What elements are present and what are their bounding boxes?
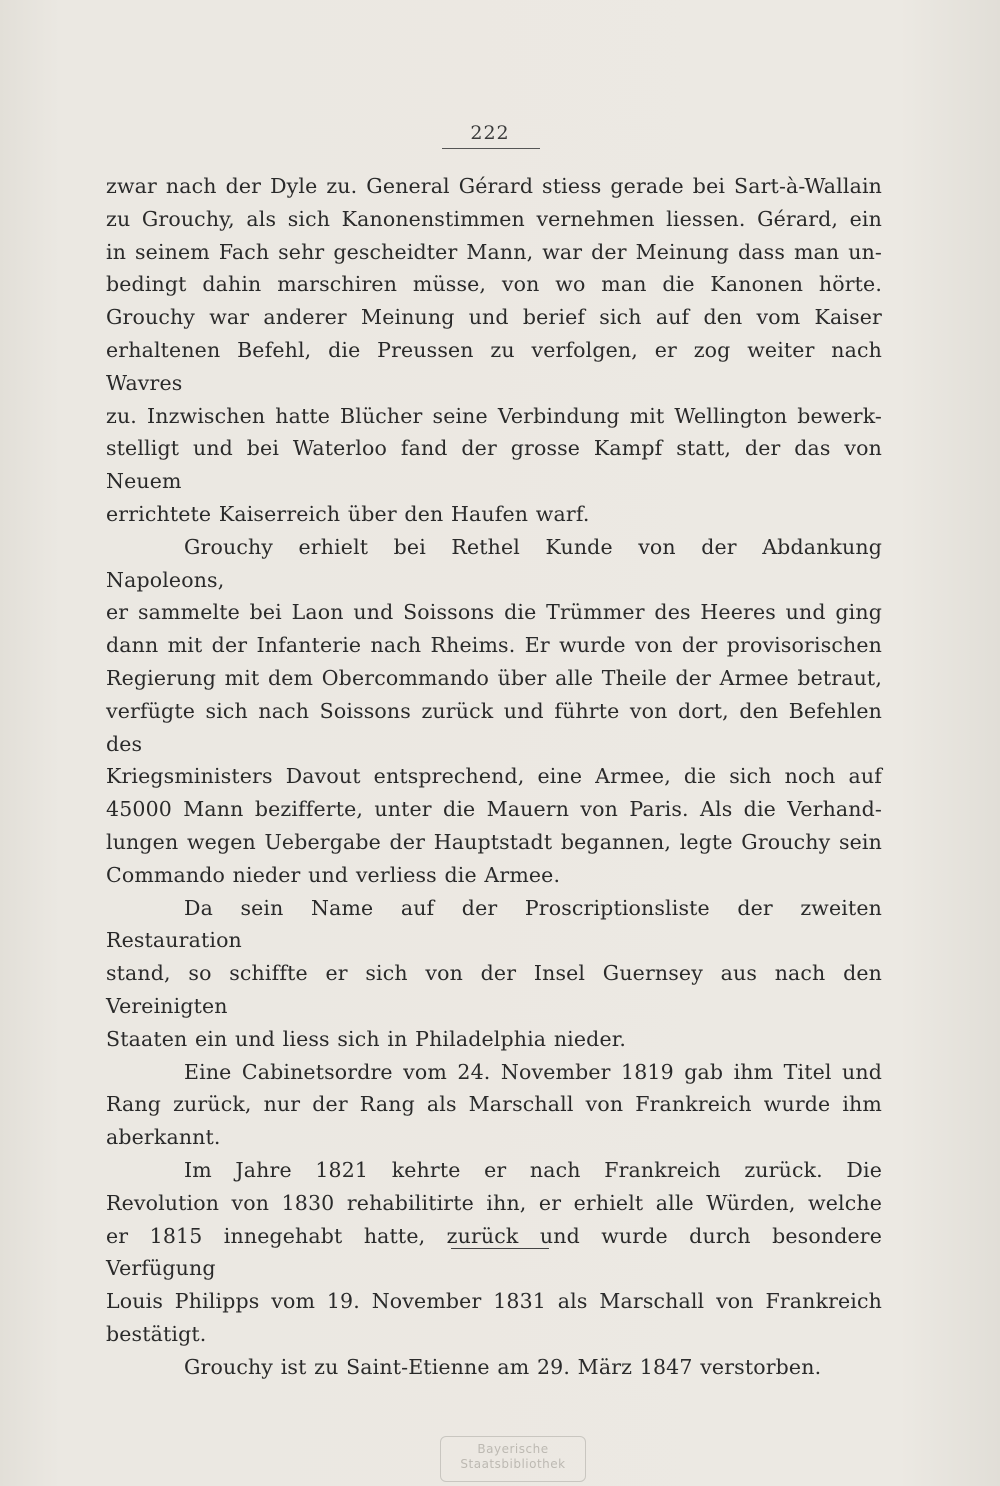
text-line: 45000 Mann bezifferte, unter die Mauern von Paris. Als die Verhand- (106, 797, 882, 822)
text-line: Im Jahre 1821 kehrte er nach Frankreich zurück. Die (184, 1157, 882, 1182)
header-rule (442, 148, 540, 149)
text-line: Staaten ein und liess sich in Philadelphia nieder. (106, 1026, 627, 1051)
text-line: zu Grouchy, als sich Kanonenstimmen vernehmen liessen. Gérard, ein (106, 206, 882, 231)
text-line: stand, so schiffte er sich von der Insel Guernsey aus nach den Vereinigten (106, 961, 882, 1018)
text-line: errichtete Kaiserreich über den Haufen warf. (106, 501, 590, 526)
text-line: Grouchy war anderer Meinung und berief sich auf den vom Kaiser (106, 305, 882, 330)
body-text (106, 170, 882, 1383)
text-line: Commando nieder und verliess die Armee. (106, 862, 561, 887)
text-line: stelligt und bei Waterloo fand der grosse Kampf statt, der das von Neuem (106, 436, 882, 494)
text-line: Grouchy ist zu Saint-Etienne am 29. März 1847 verstorben. (184, 1354, 822, 1379)
stamp-line: Staatsbibliothek (460, 1457, 566, 1471)
text-line: zwar nach der Dyle zu. General Gérard stiess gerade bei Sart-à-Wallain (106, 174, 882, 198)
library-stamp (440, 1436, 586, 1482)
text-line: er 1815 innegehabt hatte, zurück und wurde durch besondere Verfügung (106, 1223, 882, 1281)
text-line: erhaltenen Befehl, die Preussen zu verfolgen, er zog weiter nach Wavres (106, 337, 882, 395)
text-line: Louis Philipps vom 19. November 1831 als Marschall von Frankreich (106, 1289, 882, 1314)
text-line: Grouchy erhielt bei Rethel Kunde von der Abdankung Napoleons, (106, 534, 882, 592)
text-line: Eine Cabinetsordre vom 24. November 1819 gab ihm Titel und (184, 1059, 882, 1084)
end-rule (451, 1248, 549, 1249)
text-line: Kriegsministers Davout entsprechend, eine Armee, die sich noch auf (106, 764, 882, 789)
text-line: Revolution von 1830 rehabilitirte ihn, er erhielt alle Würden, welche (106, 1190, 882, 1215)
text-line: bestätigt. (106, 1321, 207, 1346)
text-line: Da sein Name auf der Proscriptionsliste der zweiten Restauration (106, 895, 882, 953)
text-line: er sammelte bei Laon und Soissons die Trümmer des Heeres und ging (106, 600, 882, 625)
text-line: Regierung mit dem Obercommando über alle Theile der Armee betraut, (106, 665, 882, 690)
stamp-line: Bayerische (477, 1442, 549, 1456)
text-line: verfügte sich nach Soissons zurück und führte von dort, den Befehlen des (106, 698, 882, 756)
text-line: lungen wegen Uebergabe der Hauptstadt begannen, legte Grouchy sein (106, 829, 882, 854)
text-line: zu. Inzwischen hatte Blücher seine Verbindung mit Wellington bewerk- (106, 403, 882, 428)
text-line: bedingt dahin marschiren müsse, von wo man die Kanonen hörte. (106, 272, 882, 297)
page-number: 222 (470, 122, 510, 144)
text-line: in seinem Fach sehr gescheidter Mann, war der Meinung dass man un- (106, 239, 882, 264)
text-line: dann mit der Infanterie nach Rheims. Er wurde von der provisorischen (106, 633, 882, 658)
text-line: aberkannt. (106, 1125, 221, 1150)
text-line: Rang zurück, nur der Rang als Marschall von Frankreich wurde ihm (106, 1092, 882, 1117)
